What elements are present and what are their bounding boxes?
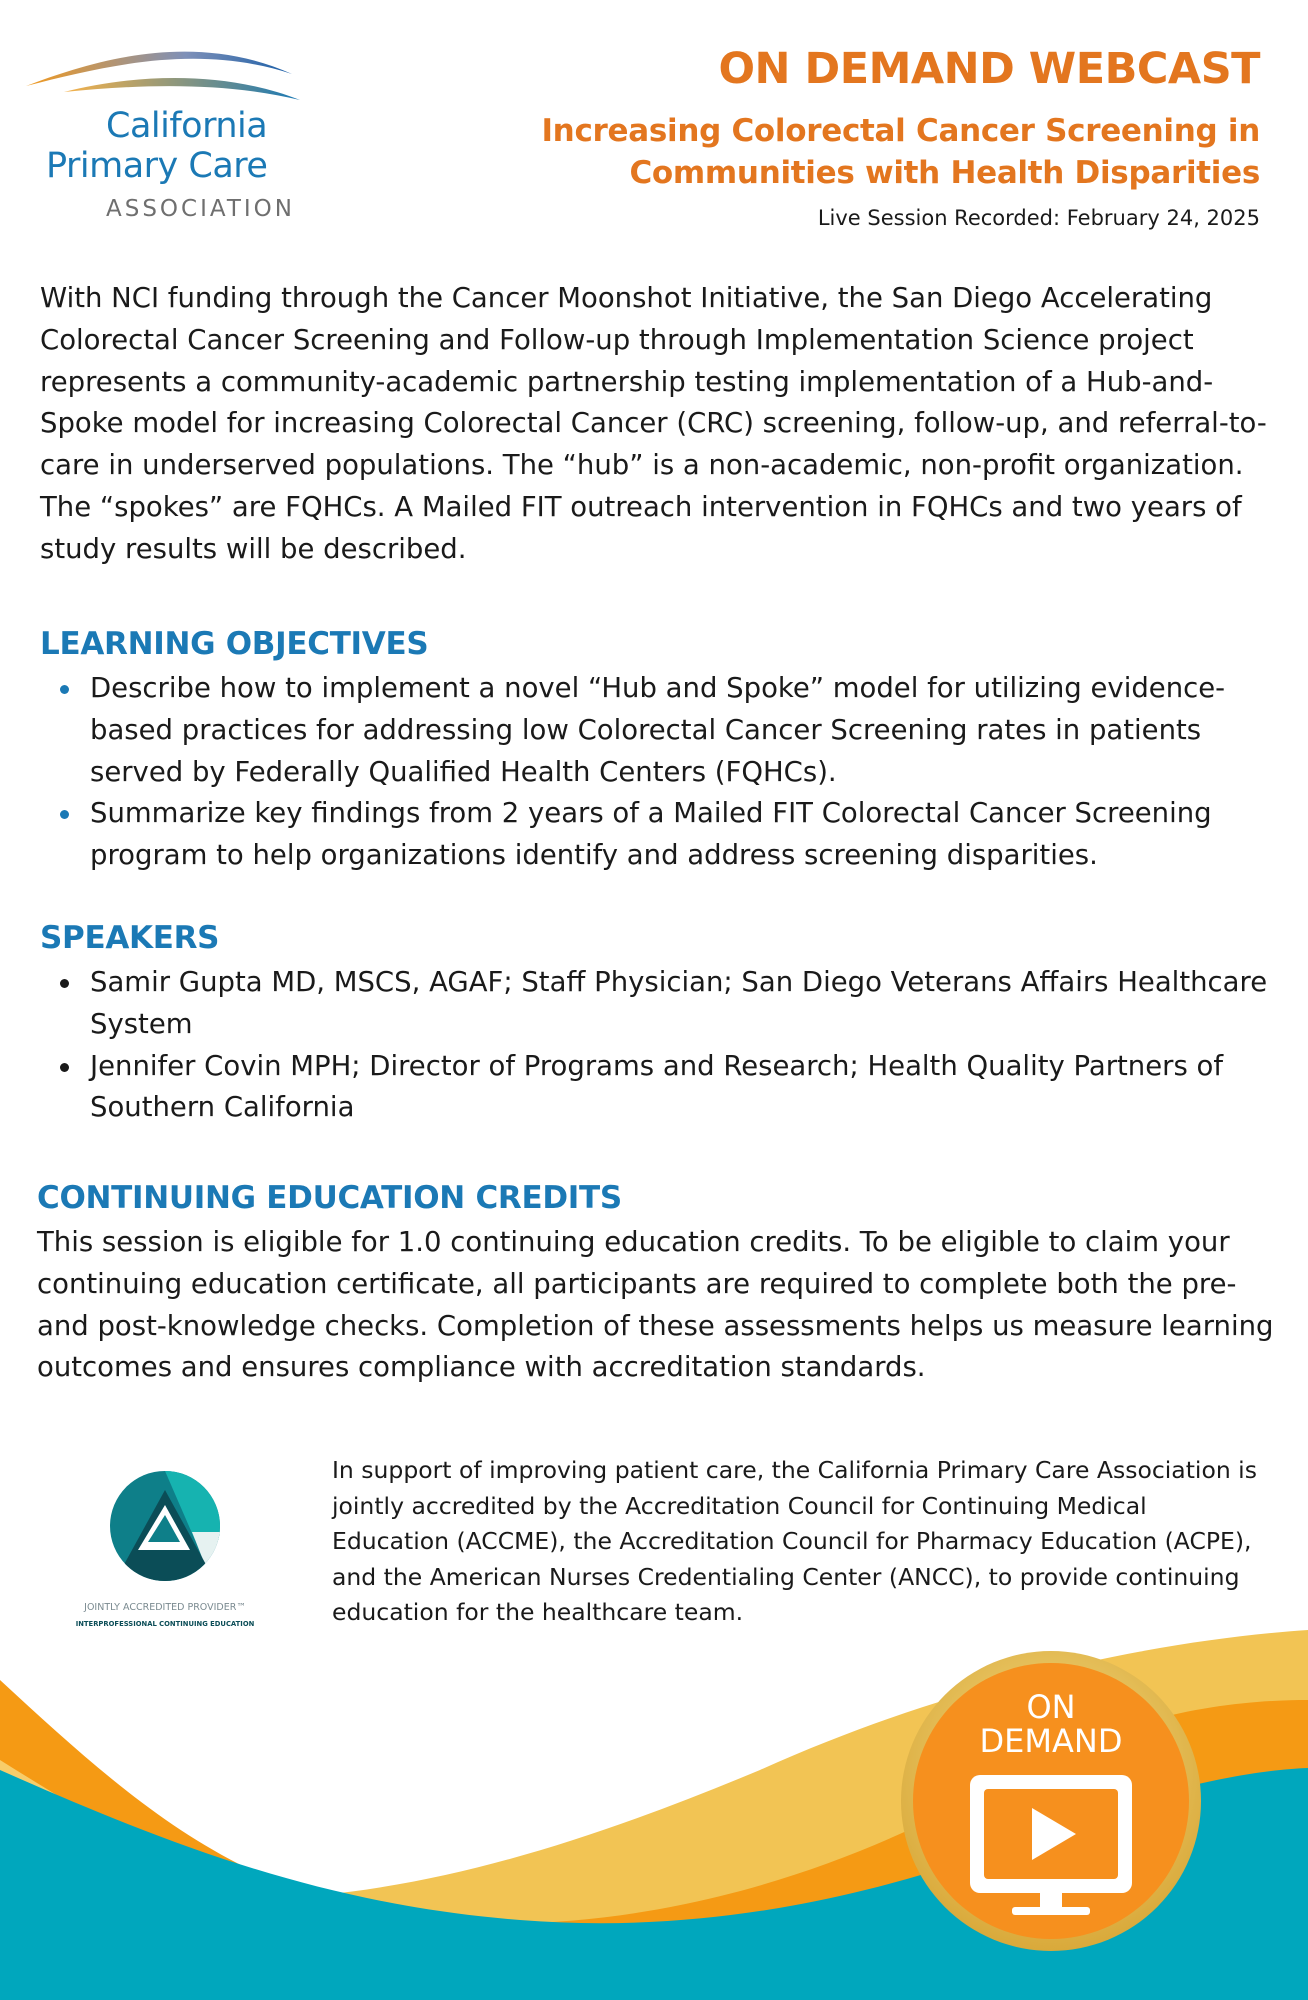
speakers-list	[40, 962, 1280, 1129]
speakers-heading: SPEAKERS	[40, 920, 220, 956]
accreditation-statement: In support of improving patient care, the California Primary Care Association is jointly accredited by the Accreditation Council for Continuing Medical Education (ACCME), the Accreditation Council for Pharmacy Education (ACPE), and the American Nurses Credentialing Center (ANCC), to provide continuing education for the healthcare team.	[332, 1456, 1257, 1626]
accreditation-logo-line-2: INTERPROFESSIONAL CONTINUING EDUCATION	[75, 1620, 255, 1628]
logo-line-2: Primary Care	[46, 146, 268, 186]
logo-swoosh-icon	[24, 30, 314, 110]
on-demand-badge	[900, 1650, 1202, 1952]
bullet-icon	[60, 1063, 69, 1072]
cpca-logo	[24, 30, 314, 230]
learning-objectives-heading: LEARNING OBJECTIVES	[40, 626, 429, 662]
badge-line-1: ON	[1026, 1688, 1076, 1726]
bullet-icon	[60, 810, 69, 819]
speaker-text: Samir Gupta MD, MSCS, AGAF; Staff Physician; San Diego Veterans Affairs Healthcare System	[90, 966, 1268, 1040]
page-title	[541, 110, 1260, 194]
eyebrow-title: ON DEMAND WEBCAST	[718, 44, 1260, 94]
badge-line-2: DEMAND	[979, 1722, 1123, 1760]
bullet-icon	[60, 685, 69, 694]
learning-objectives-list	[40, 668, 1280, 877]
accreditation-seal-icon	[40, 1460, 290, 1640]
bullet-icon	[60, 979, 69, 988]
list-item	[40, 793, 1280, 877]
ce-credits-heading: CONTINUING EDUCATION CREDITS	[37, 1180, 622, 1216]
objective-text: Summarize key findings from 2 years of a Mailed FIT Colorectal Cancer Screening program to help organizations identify and address screening disparities.	[90, 797, 1212, 872]
speaker-text: Jennifer Covin MPH; Director of Programs and Research; Health Quality Partners of Southern California	[90, 1049, 1224, 1124]
jointly-accredited-logo	[40, 1460, 290, 1640]
accreditation-logo-line-1: JOINTLY ACCREDITED PROVIDER™	[84, 1602, 246, 1613]
list-item	[40, 668, 1280, 793]
objective-text: Describe how to implement a novel “Hub and Spoke” model for utilizing evidence-based practices for addressing low Colorectal Cancer Screening rates in patients served by Federally Qualified Health Centers (FQHCs).	[90, 672, 1226, 788]
intro-paragraph: With NCI funding through the Cancer Moonshot Initiative, the San Diego Accelerating Colorectal Cancer Screening and Follow-up through Implementation Science project represents a community-academic partnership testing implementation of a Hub-and-Spoke model for increasing Colorectal Cancer (CRC) screening, follow-up, and referral-to-care in underserved populations. The “hub” is a non-academic, non-profit organization. The “spokes” are FQHCs. A Mailed FIT outreach intervention in FQHCs and two years of study results will be described.	[40, 282, 1267, 565]
list-item	[40, 962, 1280, 1046]
title-line-1: Increasing Colorectal Cancer Screening in	[541, 113, 1260, 149]
list-item	[40, 1046, 1280, 1130]
logo-line-3: ASSOCIATION	[106, 196, 295, 222]
logo-line-1: California	[106, 106, 268, 146]
recorded-date: Live Session Recorded: February 24, 2025	[817, 206, 1260, 230]
ce-credits-paragraph: This session is eligible for 1.0 continuing education credits. To be eligible to claim your continuing education certificate, all participants are required to complete both the pre- and post-knowledge checks. Completion of these assessments helps us measure learning outcomes and ensures compliance with accreditation standards.	[37, 1226, 1274, 1384]
title-line-2: Communities with Health Disparities	[629, 155, 1260, 191]
